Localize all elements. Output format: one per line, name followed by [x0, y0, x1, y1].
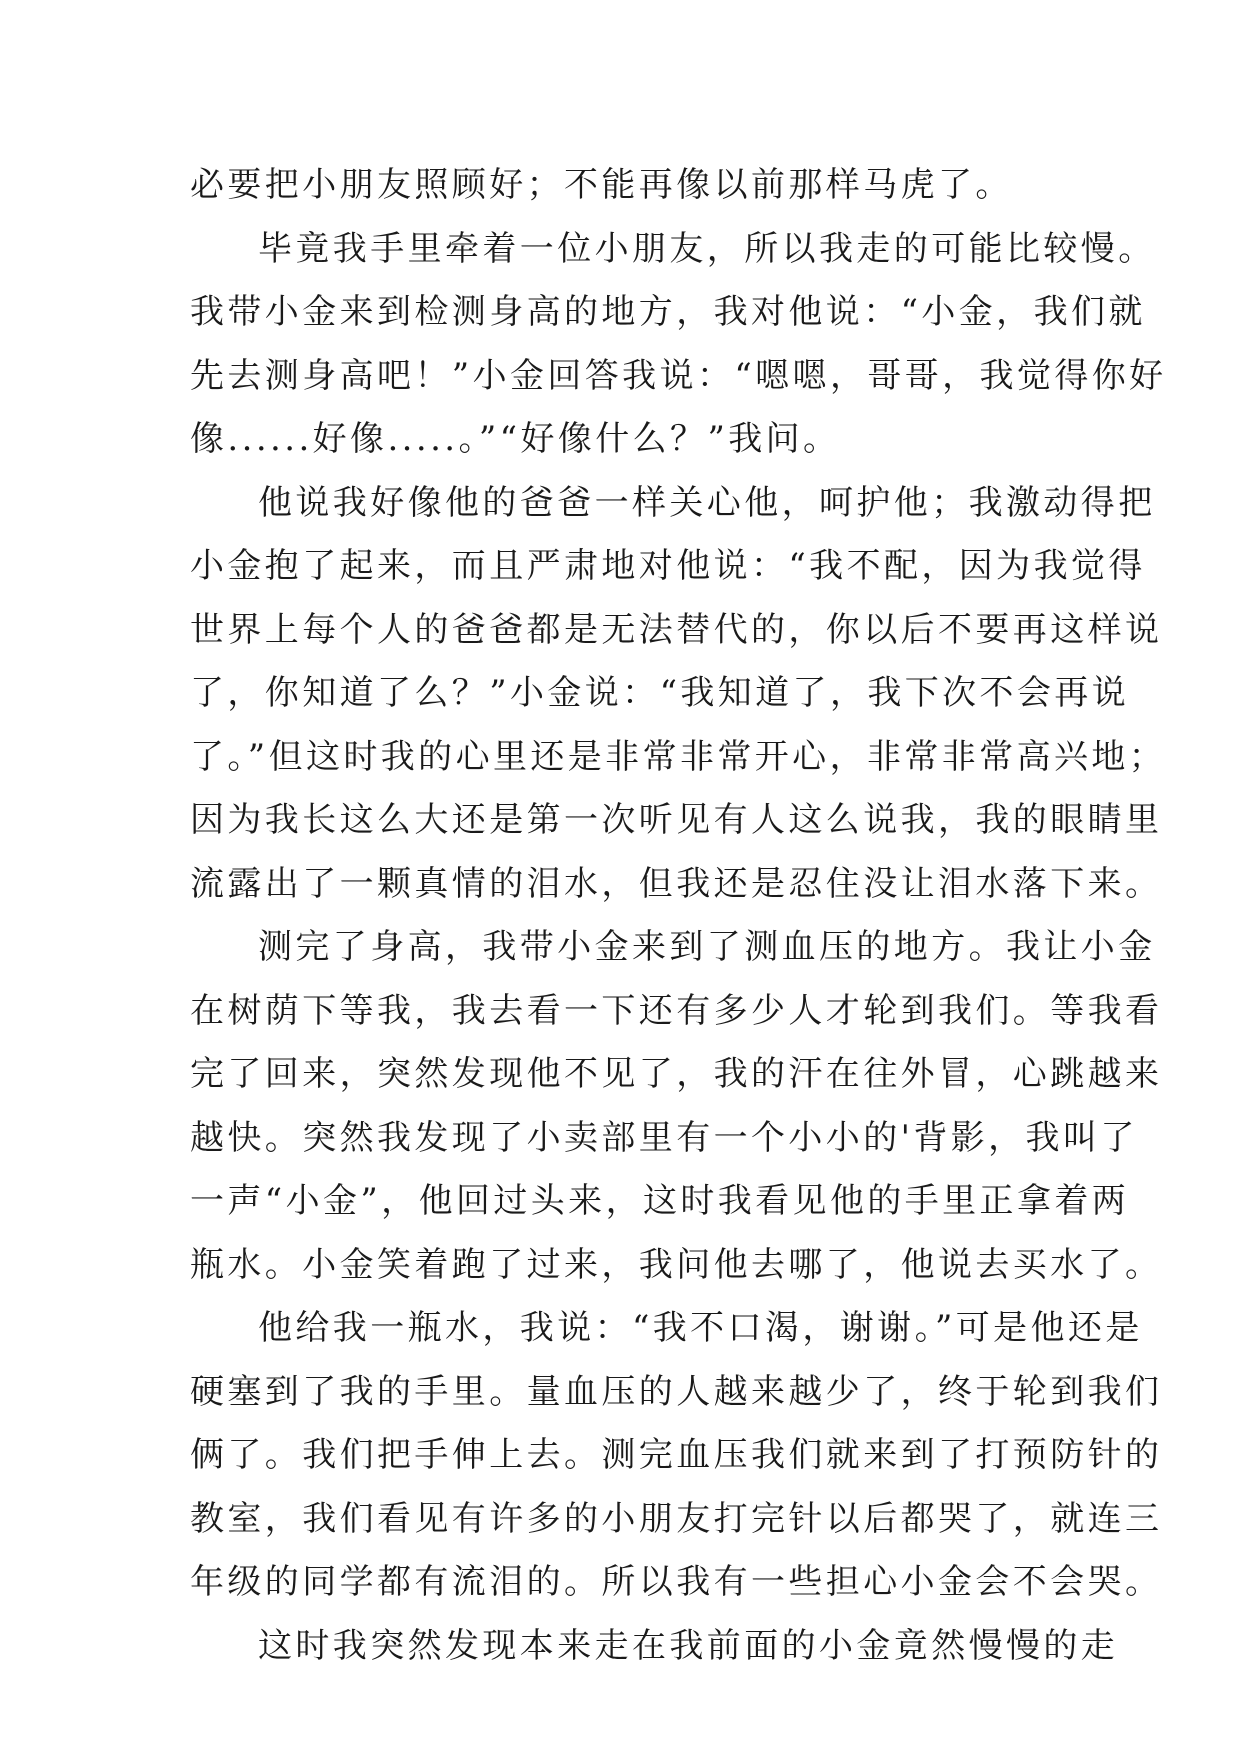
text-line-3: 我带小金来到检测身高的地方，我对他说：“小金，我们就 — [190, 292, 1146, 332]
text-line-24: 这时我突然发现本来走在我前面的小金竟然慢慢的走 — [258, 1625, 1119, 1666]
text-line-18: 瓶水。小金笑着跑了过来，我问他去哪了，他说去买水了。 — [190, 1244, 1163, 1285]
text-line-21: 俩了。我们把手伸上去。测完血压我们就来到了打预防针的 — [190, 1435, 1163, 1475]
text-line-14: 在树荫下等我，我去看一下还有多少人才轮到我们。等我看 — [190, 990, 1163, 1031]
text-line-7: 小金抱了起来，而且严肃地对他说：“我不配，因为我觉得 — [190, 546, 1146, 586]
text-line-16: 越快。突然我发现了小卖部里有一个小小的'背影，我叫了 — [190, 1117, 1138, 1158]
text-line-5: 像......好像.....。”“好像什么？”我问。 — [190, 419, 841, 459]
text-line-4: 先去测身高吧！”小金回答我说：“嗯嗯，哥哥，我觉得你好 — [190, 355, 1167, 396]
text-line-11: 因为我长这么大还是第一次听见有人这么说我，我的眼睛里 — [190, 800, 1163, 840]
text-line-17: 一声“小金”，他回过头来，这时我看见他的手里正拿着两 — [190, 1181, 1130, 1221]
text-line-9: 了，你知道了么？”小金说：“我知道了，我下次不会再说 — [190, 673, 1130, 713]
text-line-22: 教室，我们看见有许多的小朋友打完针以后都哭了，就连三 — [190, 1498, 1163, 1539]
body-text — [190, 154, 1167, 1678]
text-line-2: 毕竟我手里牵着一位小朋友，所以我走的可能比较慢。 — [258, 228, 1156, 269]
text-line-13: 测完了身高，我带小金来到了测血压的地方。我让小金 — [258, 927, 1156, 967]
text-line-8: 世界上每个人的爸爸都是无法替代的，你以后不要再这样说 — [190, 609, 1163, 650]
text-line-1: 必要把小朋友照顾好；不能再像以前那样马虎了。 — [190, 165, 1013, 205]
text-line-20: 硬塞到了我的手里。量血压的人越来越少了，终于轮到我们 — [190, 1371, 1163, 1412]
text-line-19: 他给我一瓶水，我说：“我不口渴，谢谢。”可是他还是 — [258, 1308, 1143, 1348]
text-line-10: 了。”但这时我的心里还是非常非常开心，非常非常高兴地； — [190, 736, 1167, 777]
text-line-15: 完了回来，突然发现他不见了，我的汗在往外冒，心跳越来 — [190, 1054, 1163, 1094]
text-line-12: 流露出了一颗真情的泪水，但我还是忍住没让泪水落下来。 — [190, 863, 1163, 904]
text-line-6: 他说我好像他的爸爸一样关心他，呵护他；我激动得把 — [258, 482, 1156, 523]
text-line-23: 年级的同学都有流泪的。所以我有一些担心小金会不会哭。 — [190, 1562, 1163, 1602]
